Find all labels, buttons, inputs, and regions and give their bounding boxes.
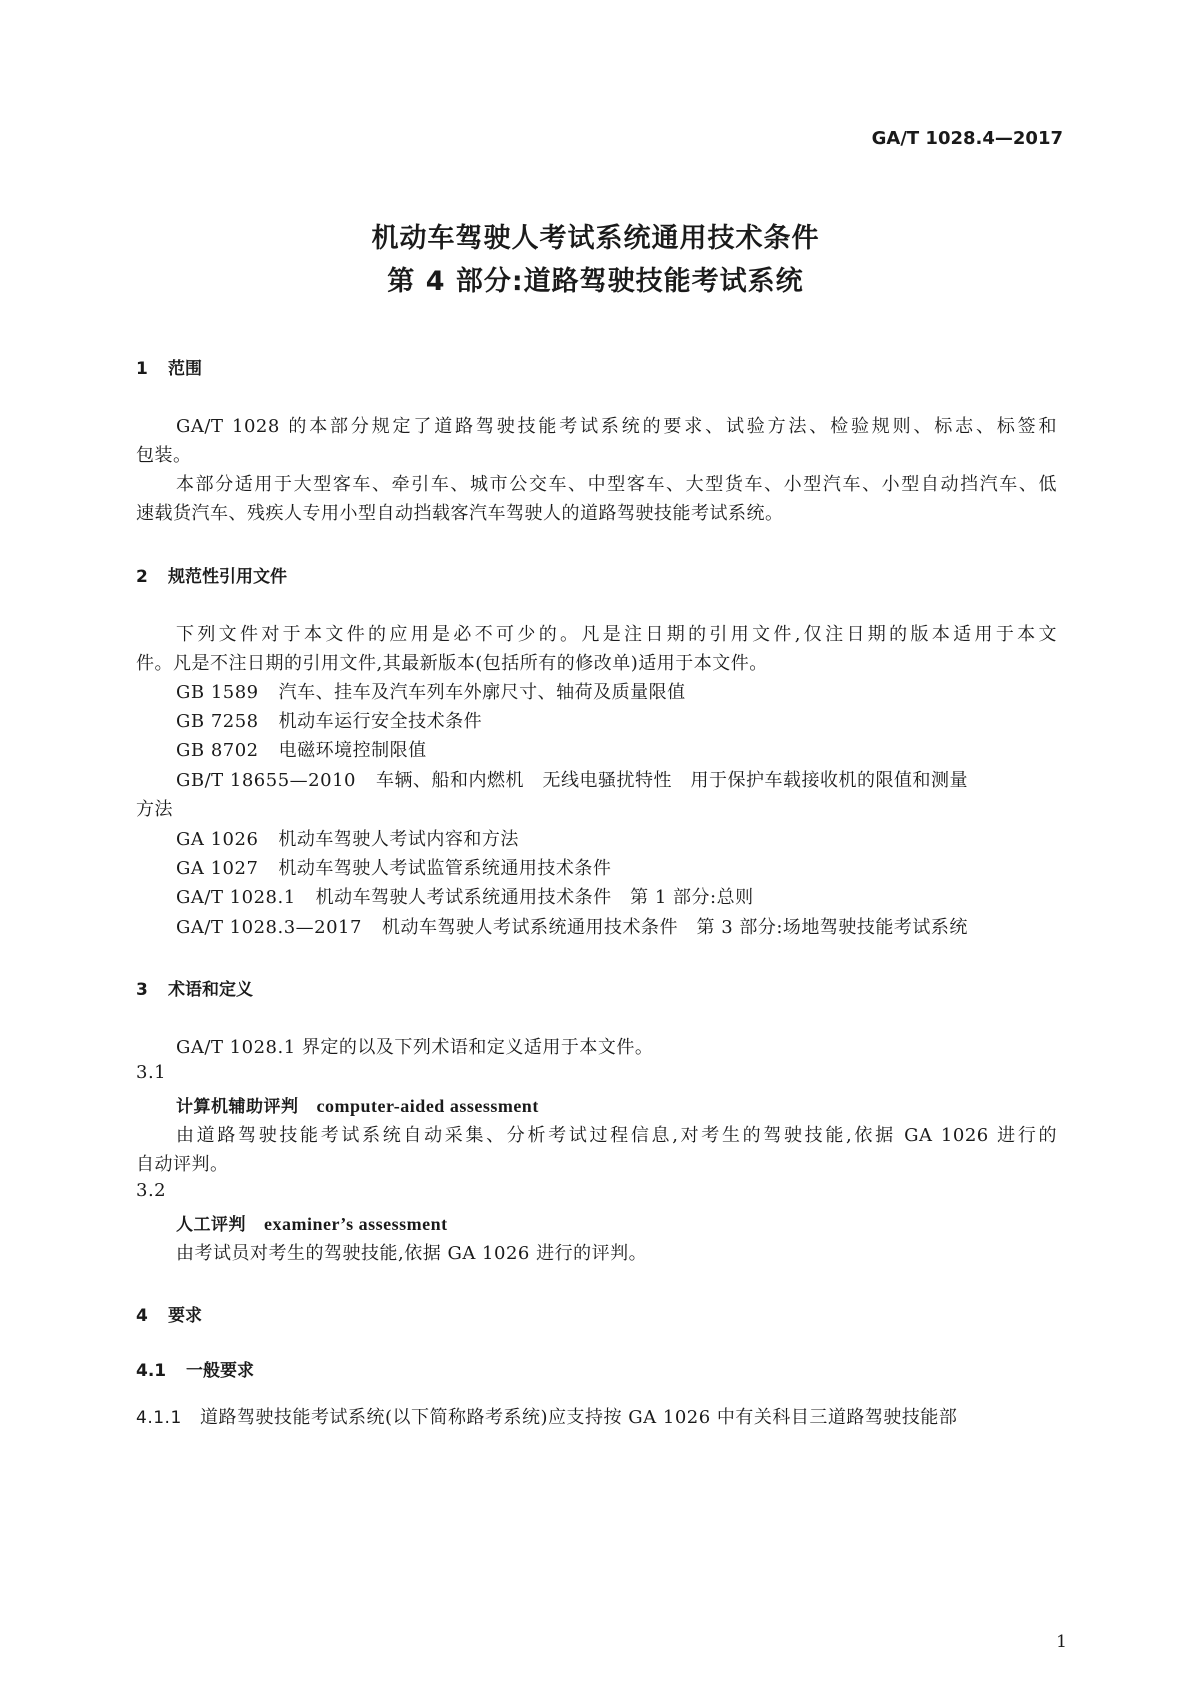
reference-code: GA 1026 [176, 829, 259, 850]
reference-code: GB 7258 [176, 711, 259, 732]
section-title: 要求 [168, 1306, 202, 1326]
reference-title: 机动车驾驶人考试系统通用技术条件 第 1 部分:总则 [315, 887, 754, 908]
title-line-1: 机动车驾驶人考试系统通用技术条件 [371, 223, 820, 254]
section-4-heading [136, 1301, 202, 1326]
paragraph: GA/T 1028.1 界定的以及下列术语和定义适用于本文件。 [176, 1037, 654, 1058]
reference-code: GA 1027 [176, 858, 259, 879]
reference-item [176, 736, 427, 762]
subsection-4-1-heading [136, 1356, 254, 1381]
reference-title: 汽车、挂车及汽车列车外廓尺寸、轴荷及质量限值 [278, 682, 686, 703]
subsection-title: 一般要求 [186, 1361, 254, 1381]
reference-item [176, 825, 519, 851]
paragraph: 包装。 [136, 445, 192, 466]
section-title: 术语和定义 [168, 980, 253, 1000]
reference-title: 机动车驾驶人考试系统通用技术条件 第 3 部分:场地驾驶技能考试系统 [381, 917, 968, 938]
reference-code: GB/T 18655—2010 [176, 770, 356, 791]
section-number: 3 [136, 980, 148, 1000]
subsection-number: 4.1 [136, 1361, 167, 1381]
reference-item [176, 883, 754, 909]
term-chinese: 人工评判 [176, 1215, 246, 1235]
term-definition: 由道路驾驶技能考试系统自动采集、分析考试过程信息,对考生的驾驶技能,依据 GA 1026 进行的 [176, 1125, 1057, 1146]
section-title: 规范性引用文件 [168, 567, 287, 587]
reference-item [176, 854, 611, 880]
clause-number: 4.1.1 [136, 1408, 182, 1428]
term-heading [176, 1210, 448, 1235]
section-title: 范围 [168, 359, 202, 379]
reference-code: GB 1589 [176, 682, 259, 703]
page-number: 1 [1056, 1632, 1067, 1652]
term-definition: 由考试员对考生的驾驶技能,依据 GA 1026 进行的评判。 [176, 1243, 648, 1264]
reference-title-continued: 方法 [136, 799, 173, 820]
term-number: 3.2 [136, 1180, 167, 1201]
reference-title: 机动车驾驶人考试内容和方法 [278, 829, 519, 850]
reference-item [176, 707, 482, 733]
reference-item [176, 913, 968, 939]
section-number: 2 [136, 567, 148, 587]
reference-code: GA/T 1028.1 [176, 887, 296, 908]
term-heading [176, 1092, 539, 1117]
section-number: 1 [136, 359, 148, 379]
term-english: examiner’s assessment [264, 1214, 448, 1234]
reference-item [176, 678, 686, 704]
reference-title: 电磁环境控制限值 [278, 740, 427, 761]
document-code: GA/T 1028.4—2017 [871, 128, 1063, 149]
reference-code: GA/T 1028.3—2017 [176, 917, 362, 938]
term-chinese: 计算机辅助评判 [176, 1097, 299, 1117]
section-2-heading [136, 562, 287, 587]
term-definition: 自动评判。 [136, 1154, 229, 1175]
reference-code: GB 8702 [176, 740, 259, 761]
section-3-heading [136, 975, 253, 1000]
reference-title: 机动车驾驶人考试监管系统通用技术条件 [278, 858, 612, 879]
paragraph: GA/T 1028 的本部分规定了道路驾驶技能考试系统的要求、试验方法、检验规则、标志、标签和 [176, 416, 1057, 437]
clause-4-1-1 [136, 1403, 1057, 1429]
reference-title: 车辆、船和内燃机 无线电骚扰特性 用于保护车载接收机的限值和测量 [375, 770, 968, 791]
clause-text: 道路驾驶技能考试系统(以下简称路考系统)应支持按 GA 1026 中有关科目三道路驾驶技能部 [200, 1407, 958, 1428]
paragraph: 下列文件对于本文件的应用是必不可少的。凡是注日期的引用文件,仅注日期的版本适用于本文 [176, 624, 1057, 645]
section-number: 4 [136, 1306, 148, 1326]
paragraph: 件。凡是不注日期的引用文件,其最新版本(包括所有的修改单)适用于本文件。 [136, 653, 768, 674]
title-line-2: 第 4 部分:道路驾驶技能考试系统 [387, 266, 804, 297]
paragraph: 速载货汽车、残疾人专用小型自动挡载客汽车驾驶人的道路驾驶技能考试系统。 [136, 503, 784, 524]
term-english: computer-aided assessment [316, 1096, 539, 1116]
section-1-heading [136, 354, 202, 379]
paragraph: 本部分适用于大型客车、牵引车、城市公交车、中型客车、大型货车、小型汽车、小型自动挡汽车、低 [176, 474, 1057, 495]
reference-title: 机动车运行安全技术条件 [278, 711, 483, 732]
term-number: 3.1 [136, 1062, 167, 1083]
reference-item [176, 766, 968, 792]
